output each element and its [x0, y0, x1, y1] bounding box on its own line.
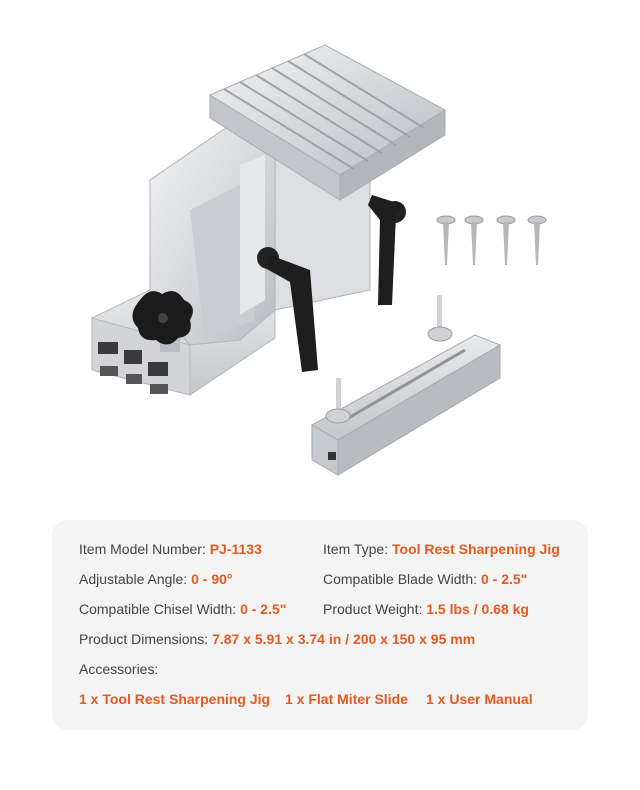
accessory-item: 1 x Flat Miter Slide: [285, 691, 408, 707]
flat-miter-slide: [312, 295, 500, 475]
spec-item-type: [323, 541, 560, 557]
screw-1: [437, 216, 455, 265]
spec-label: Item Type:: [323, 541, 392, 557]
screw-3: [497, 216, 515, 265]
spec-compatible-blade-width: [323, 571, 527, 587]
spec-value: 0 - 2.5": [480, 571, 528, 587]
spec-value: Tool Rest Sharpening Jig: [392, 541, 560, 557]
spec-item-model-number: [79, 541, 262, 557]
accessory-item: 1 x Tool Rest Sharpening Jig: [79, 691, 271, 707]
spec-product-dimensions: [79, 631, 475, 647]
accessories-label: Accessories:: [79, 661, 159, 677]
spec-adjustable-angle: [79, 571, 233, 587]
spec-label: Compatible Blade Width:: [323, 571, 481, 587]
spec-value: 0 - 2.5": [240, 601, 287, 617]
accessory-item: 1 x User Manual: [426, 691, 533, 707]
spec-card: [52, 520, 588, 730]
spec-value: 7.87 x 5.91 x 3.74 in / 200 x 150 x 95 mm: [212, 631, 476, 647]
screw-4: [528, 216, 546, 265]
screw-2: [465, 216, 483, 265]
spec-value: 1.5 lbs / 0.68 kg: [426, 601, 529, 617]
spec-value: 0 - 90°: [191, 571, 233, 587]
spec-label: Product Dimensions:: [79, 631, 213, 647]
spec-label: Adjustable Angle:: [79, 571, 192, 587]
spec-value: PJ-1133: [209, 541, 262, 557]
spec-product-weight: [323, 601, 529, 617]
spec-label: Compatible Chisel Width:: [79, 601, 241, 617]
spec-label: Item Model Number:: [79, 541, 210, 557]
spec-label: Product Weight:: [323, 601, 427, 617]
lever-handle-right: [368, 195, 406, 305]
spec-compatible-chisel-width: [79, 601, 286, 617]
